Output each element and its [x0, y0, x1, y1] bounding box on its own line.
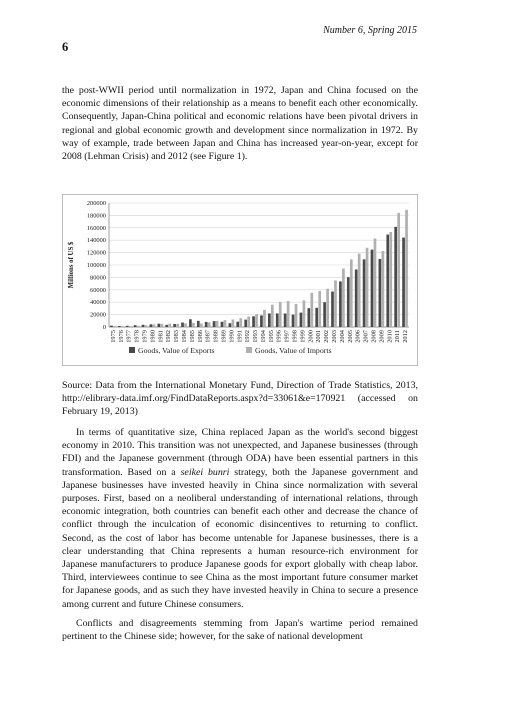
export-bar	[252, 316, 255, 327]
import-bar	[263, 310, 266, 327]
export-bar	[268, 313, 271, 327]
x-tick-label: 1976	[117, 330, 125, 343]
import-bar	[271, 305, 274, 327]
export-bar	[213, 321, 216, 327]
y-tick-label: 120000	[86, 249, 106, 257]
import-bar	[342, 269, 345, 327]
x-tick-label: 1988	[212, 330, 220, 343]
export-bar	[205, 322, 208, 327]
export-bar	[402, 238, 405, 327]
export-bar	[118, 326, 121, 327]
export-bar	[355, 269, 358, 327]
x-tick-label: 2010	[386, 330, 394, 343]
export-bar	[244, 320, 247, 327]
x-tick-label: 1975	[109, 330, 117, 343]
export-bar	[142, 325, 145, 327]
x-tick-label: 1999	[299, 330, 307, 343]
import-bar	[129, 326, 132, 327]
export-bar	[126, 326, 129, 327]
export-bar	[150, 324, 153, 327]
x-tick-label: 2000	[307, 330, 315, 343]
x-tick-label: 1979	[141, 330, 149, 343]
y-tick-label: 100000	[86, 262, 106, 269]
x-tick-label: 2007	[362, 330, 370, 343]
y-tick-label: 40000	[90, 299, 106, 307]
import-bar	[247, 317, 250, 327]
import-bar	[310, 293, 313, 327]
page-number: 6	[62, 40, 69, 54]
import-bar	[366, 248, 369, 327]
import-bar	[208, 322, 211, 327]
x-tick-label: 1986	[196, 330, 204, 343]
import-bar	[137, 326, 140, 327]
export-bar	[229, 323, 232, 327]
export-bar	[221, 322, 224, 327]
import-bar	[224, 320, 227, 327]
y-tick-label: 80000	[90, 274, 106, 282]
import-bar	[382, 251, 385, 327]
y-tick-label: 140000	[86, 237, 106, 245]
export-bar	[307, 308, 310, 327]
x-tick-label: 2005	[346, 330, 354, 343]
export-bar	[339, 281, 342, 327]
x-tick-label: 1998	[291, 330, 299, 343]
y-tick-label: 20000	[90, 311, 106, 319]
x-tick-label: 1995	[267, 330, 275, 343]
import-bar	[389, 232, 392, 327]
import-bar	[121, 326, 124, 327]
export-bar	[157, 324, 160, 327]
x-tick-label: 1981	[157, 330, 165, 343]
x-tick-label: 1980	[149, 330, 157, 343]
export-bar	[323, 302, 326, 327]
import-bar	[334, 280, 337, 327]
import-bar	[350, 259, 353, 327]
export-bar	[347, 277, 350, 327]
import-bar	[239, 318, 242, 327]
import-bar	[255, 314, 258, 327]
import-bar	[216, 321, 219, 327]
export-bar	[236, 322, 239, 327]
body-paragraph-1: the post-WWII period until normalization in 1972, Japan and China focused on the economic dimensions of their relationship as a means to benefit each other economically. Consequently, Japan-China political and economic relations have been pivotal drivers in regional and global economic growth and development since normalization in 1972. By way of example, trade between Japan and China has increased year-on-year, except for 2008 (Lehman Crisis) and 2012 (see Figure 1).	[62, 85, 418, 163]
paragraph-2-text-end: strategy, both the Japanese government and Japanese businesses have invested heavily in China since normalization with several purposes. First, based on a neoliberal understanding of international relations, through economic integration, both countries can benefit each other and decrease the chance of conflict through the inculcation of economic disincentives to returning to conflict. Second, as the cost of labor has become untenable for Japanese businesses, there is a clear understanding that China represents a human resource-rich environment for Japanese manufacturers to produce Japanese goods for export globally with cheap labor. Third, interviewees continue to see China as the most important future consumer market for Japanese goods, and as such they have invested heavily in China to secure a presence among current and future Chinese consumers.	[62, 466, 418, 610]
chart-canvas	[63, 195, 417, 365]
import-bar	[397, 213, 400, 327]
figure-1-trade-chart	[62, 194, 418, 366]
x-tick-label: 1987	[204, 330, 212, 343]
import-bar	[192, 323, 195, 327]
export-bar	[110, 326, 113, 327]
x-tick-label: 2012	[402, 330, 410, 343]
x-tick-label: 1997	[283, 330, 291, 343]
x-tick-label: 2004	[338, 330, 346, 343]
legend-swatch	[129, 347, 135, 353]
import-bar	[232, 319, 235, 327]
x-tick-label: 1991	[236, 330, 244, 343]
export-bar	[165, 325, 168, 327]
import-bar	[160, 324, 163, 327]
import-bar	[287, 301, 290, 327]
import-bar	[374, 238, 377, 327]
y-tick-label: 0	[102, 324, 106, 331]
import-bar	[153, 324, 156, 327]
legend-label: Goods, Value of Exports	[138, 346, 215, 355]
body-paragraph-3: Conflicts and disagreements stemming from Japan's wartime period remained pertinent to the Chinese side; however, for the sake of national development	[62, 618, 418, 643]
export-bar	[260, 315, 263, 327]
export-bar	[331, 292, 334, 327]
figure-source-note: Source: Data from the International Monetary Fund, Direction of Trade Statistics, 2013, http://elibrary-data.imf.org/FindDataReports.aspx?d=33061&e=170921 (accessed on February 19, 2013)	[62, 380, 418, 418]
export-bar	[181, 323, 184, 327]
y-tick-label: 200000	[86, 200, 106, 207]
export-bar	[379, 259, 382, 327]
import-bar	[176, 324, 179, 327]
import-bar	[279, 302, 282, 327]
x-tick-label: 2002	[323, 330, 331, 343]
x-tick-label: 1993	[252, 330, 260, 343]
body-paragraph-2	[62, 426, 418, 611]
export-bar	[173, 324, 176, 327]
import-bar	[145, 325, 148, 327]
export-bar	[315, 308, 318, 327]
import-bar	[200, 324, 203, 327]
x-tick-label: 2011	[394, 330, 402, 343]
x-tick-label: 1985	[188, 330, 196, 343]
export-bar	[363, 259, 366, 327]
export-bar	[284, 313, 287, 327]
export-bar	[371, 250, 374, 327]
export-bar	[189, 319, 192, 327]
import-bar	[326, 289, 329, 327]
import-bar	[295, 304, 298, 327]
export-bar	[394, 227, 397, 327]
x-tick-label: 1982	[165, 330, 173, 343]
y-tick-label: 180000	[86, 212, 106, 220]
export-bar	[276, 313, 279, 327]
x-tick-label: 1992	[244, 330, 252, 343]
x-tick-label: 1989	[220, 330, 228, 343]
x-tick-label: 1990	[228, 330, 236, 343]
export-bar	[300, 313, 303, 327]
legend-label: Goods, Value of Imports	[255, 346, 332, 355]
x-tick-label: 2008	[370, 330, 378, 343]
x-tick-label: 2003	[331, 330, 338, 343]
x-tick-label: 1978	[133, 330, 141, 343]
x-tick-label: 1984	[181, 330, 188, 343]
export-bar	[386, 235, 389, 327]
x-tick-label: 1977	[125, 330, 133, 343]
y-tick-label: 60000	[90, 286, 106, 294]
import-bar	[405, 210, 408, 327]
import-bar	[168, 324, 171, 327]
running-header: Number 6, Spring 2015	[323, 25, 417, 36]
x-tick-label: 2006	[354, 330, 362, 343]
import-bar	[318, 291, 321, 327]
import-bar	[113, 326, 116, 327]
import-bar	[303, 300, 306, 327]
import-bar	[358, 254, 361, 327]
export-bar	[197, 321, 200, 327]
paragraph-2-text-start: In terms of quantitative size, China replaced Japan as the world's second biggest economy in 2010. This transition was not unexpected, and Japanese businesses (through FDI) and the Japanese government (through ODA) have been essential partners in this transformation. Based on a	[62, 427, 418, 478]
legend-swatch	[246, 347, 252, 353]
x-tick-label: 1996	[275, 330, 283, 343]
x-tick-label: 2009	[378, 330, 386, 343]
x-tick-label: 2001	[315, 330, 323, 343]
export-bar	[134, 325, 137, 327]
x-tick-label: 1983	[173, 330, 181, 343]
x-tick-label: 1994	[259, 330, 267, 343]
export-bar	[292, 315, 295, 327]
seikei-bunri-term: seikei bunri	[180, 466, 230, 478]
import-bar	[184, 323, 187, 327]
y-tick-label: 160000	[86, 224, 106, 232]
y-axis-title: Millions of US $	[68, 241, 75, 289]
